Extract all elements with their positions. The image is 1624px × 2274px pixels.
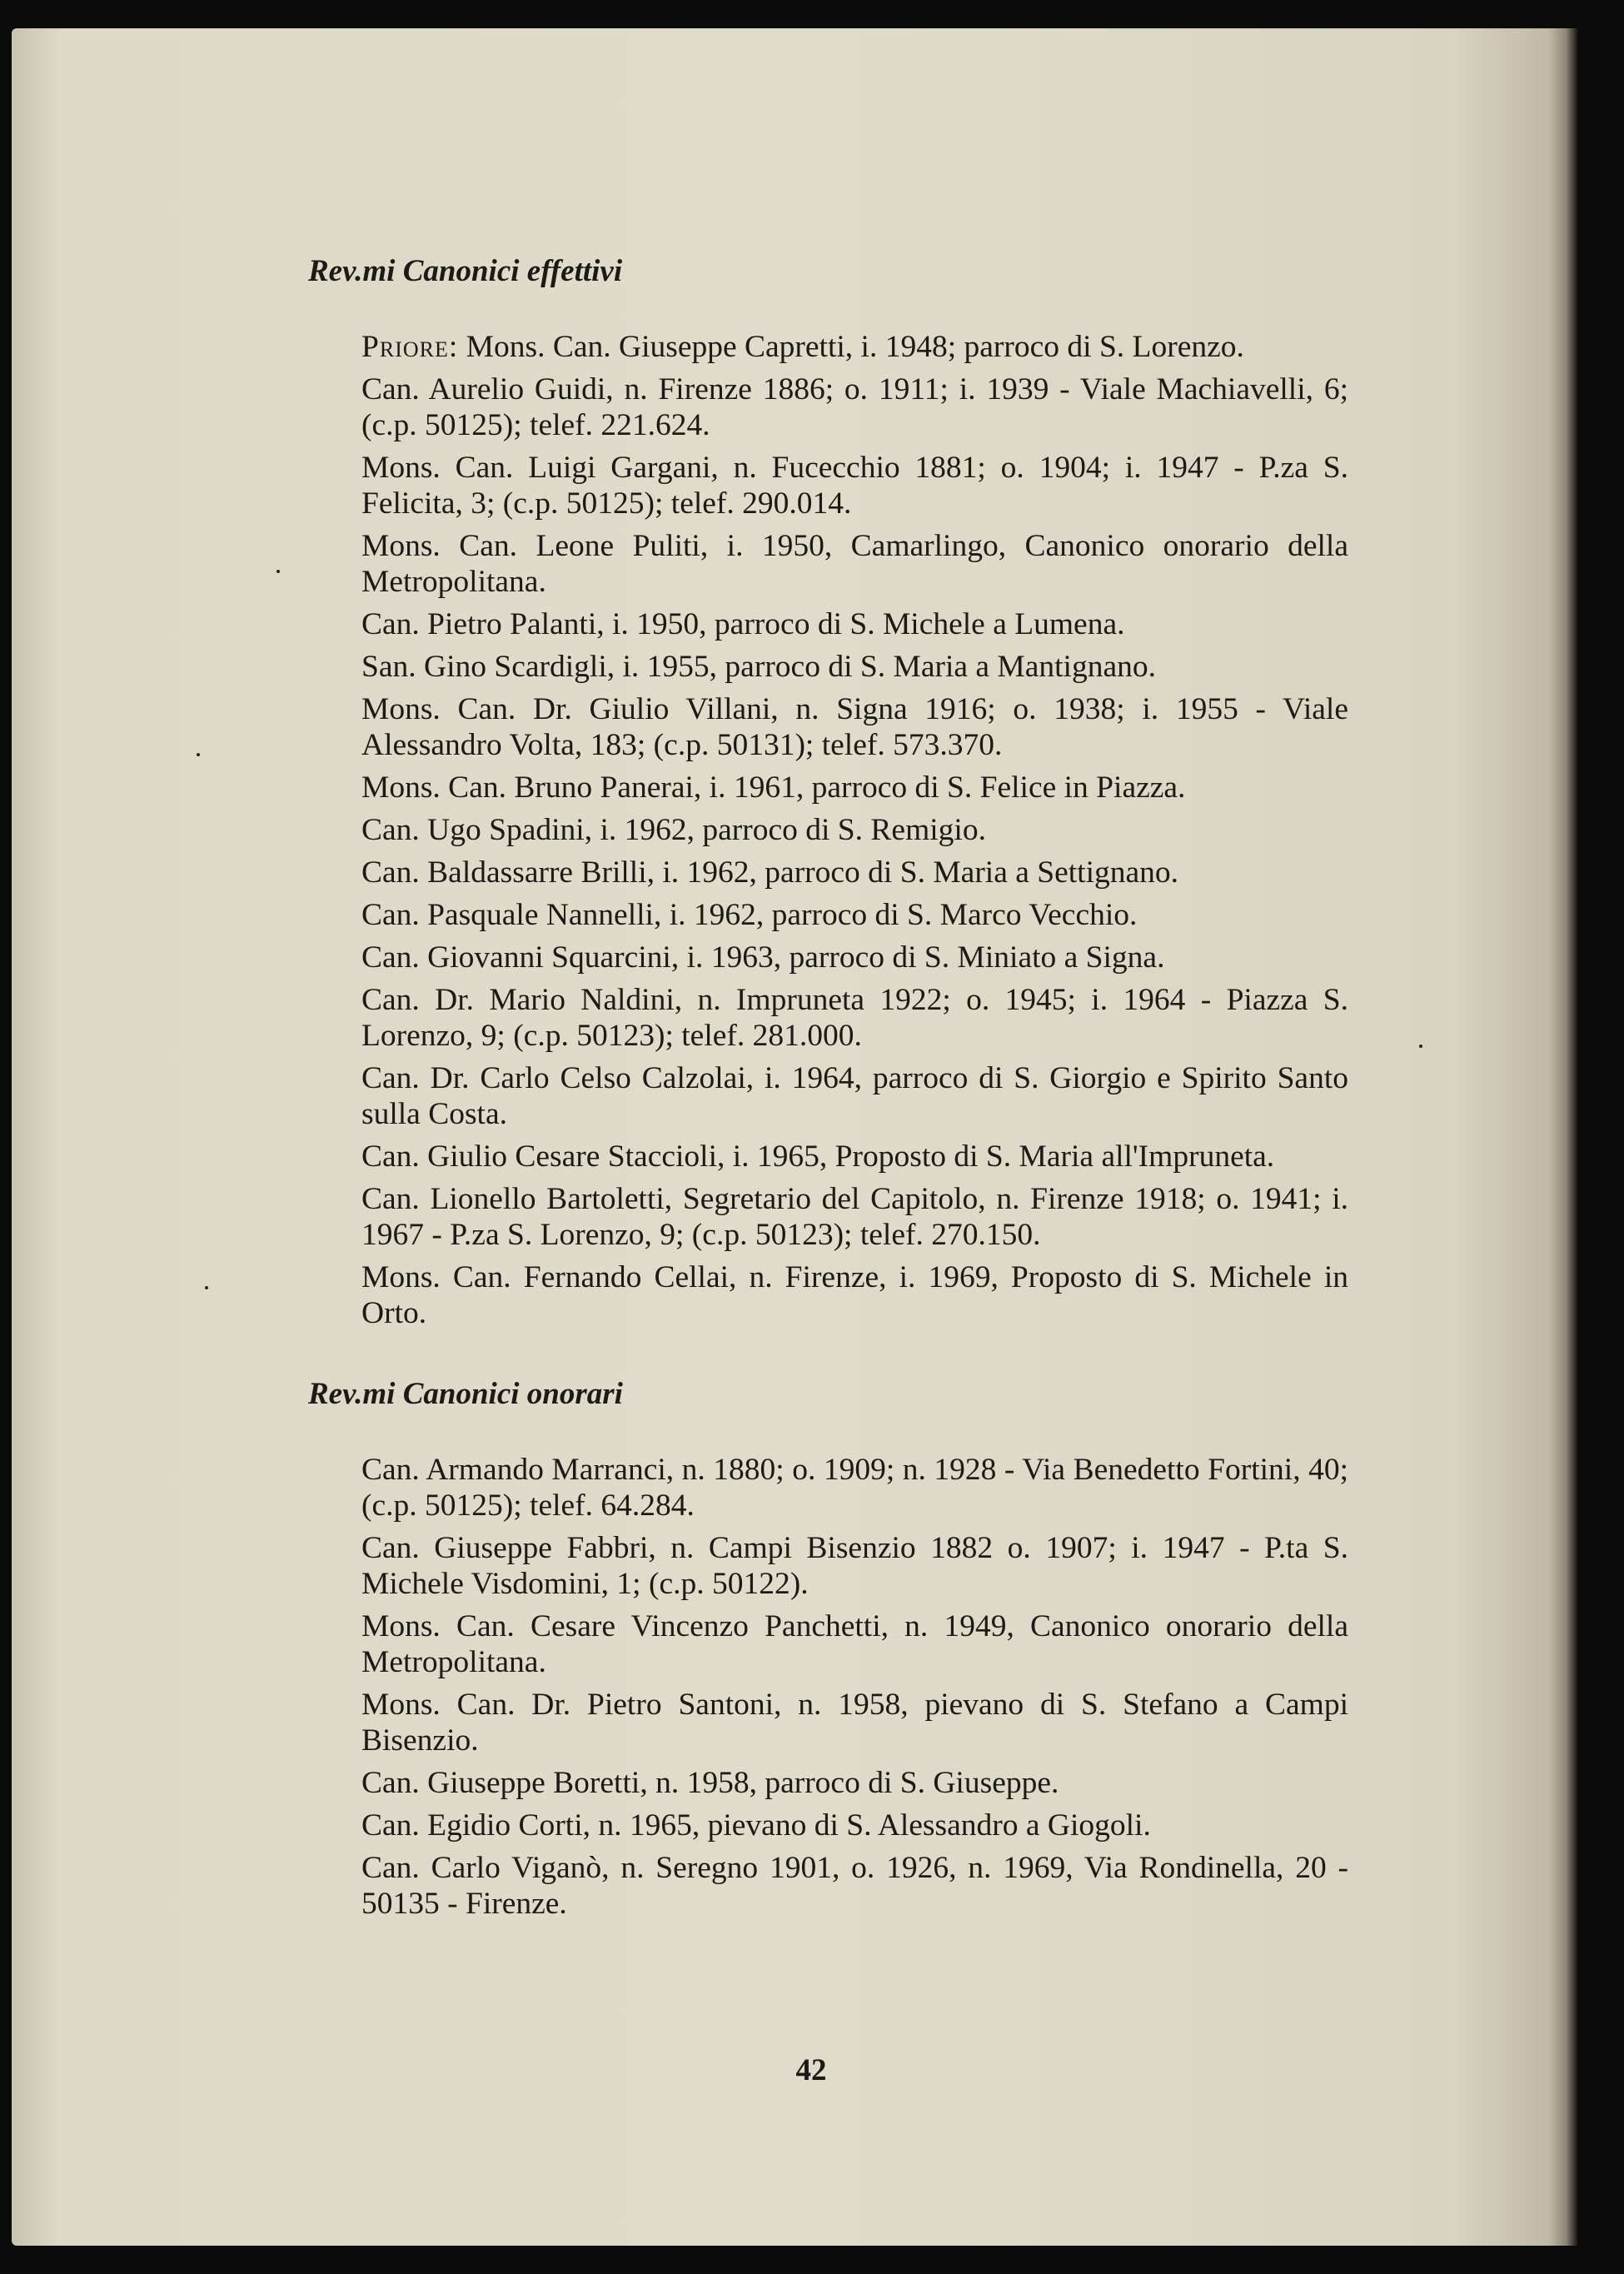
list-item: Mons. Can. Dr. Pietro Santoni, n. 1958, pievano di S. Stefano a Campi Bisenzio. <box>361 1688 1348 1758</box>
list-item: Can. Giuseppe Fabbri, n. Campi Bisenzio 1882 o. 1907; i. 1947 - P.ta S. Michele Visdomini, 1; (c.p. 50122). <box>361 1531 1348 1601</box>
list-item: Can. Baldassarre Brilli, i. 1962, parroco di S. Maria a Settignano. <box>361 855 1179 890</box>
entries-effettivi <box>296 329 1354 1331</box>
list-item: San. Gino Scardigli, i. 1955, parroco di S. Maria a Mantignano. <box>361 650 1156 684</box>
list-item: Priore: Mons. Can. Giuseppe Capretti, i. 1948; parroco di S. Lorenzo. <box>361 330 1244 364</box>
list-item: Can. Dr. Carlo Celso Calzolai, i. 1964, parroco di S. Giorgio e Spirito Santo sulla Costa. <box>361 1061 1348 1131</box>
section-heading-onorari: Rev.mi Canonici onorari <box>308 1377 623 1411</box>
page-gutter-shadow <box>1549 28 1577 2246</box>
priore-label: Priore: <box>361 330 459 364</box>
ink-speck <box>197 753 200 756</box>
list-item: Mons. Can. Luigi Gargani, n. Fucecchio 1881; o. 1904; i. 1947 - P.za S. Felicita, 3; (c.p. 50125); telef. 290.014. <box>361 451 1348 521</box>
list-item: Mons. Can. Dr. Giulio Villani, n. Signa 1916; o. 1938; i. 1955 - Viale Alessandro Volta, 183; (c.p. 50131); telef. 573.370. <box>361 692 1348 762</box>
list-item: Can. Ugo Spadini, i. 1962, parroco di S. Remigio. <box>361 813 986 847</box>
list-item: Can. Lionello Bartoletti, Segretario del Capitolo, n. Firenze 1918; o. 1941; i. 1967 - P.za S. Lorenzo, 9; (c.p. 50123); telef. 270.150. <box>361 1182 1348 1252</box>
page-number: 42 <box>795 2053 827 2087</box>
ink-speck <box>205 1286 208 1289</box>
list-item: Can. Pietro Palanti, i. 1950, parroco di S. Michele a Lumena. <box>361 607 1125 641</box>
list-item: Mons. Can. Fernando Cellai, n. Firenze, i. 1969, Proposto di S. Michele in Orto. <box>361 1260 1348 1330</box>
list-item: Can. Pasquale Nannelli, i. 1962, parroco di S. Marco Vecchio. <box>361 898 1138 932</box>
list-item: Mons. Can. Cesare Vincenzo Panchetti, n. 1949, Canonico onorario della Metropolitana. <box>361 1609 1348 1679</box>
list-item: Can. Egidio Corti, n. 1965, pievano di S. Alessandro a Giogoli. <box>361 1808 1151 1843</box>
section-heading-effettivi: Rev.mi Canonici effettivi <box>308 254 623 288</box>
list-item: Can. Giuseppe Boretti, n. 1958, parroco di S. Giuseppe. <box>361 1766 1059 1800</box>
list-item: Can. Giovanni Squarcini, i. 1963, parroco di S. Miniato a Signa. <box>361 940 1165 975</box>
list-item: Can. Giulio Cesare Staccioli, i. 1965, Proposto di S. Maria all'Impruneta. <box>361 1139 1275 1174</box>
page-content <box>296 253 1354 1928</box>
ink-speck <box>1419 1045 1422 1048</box>
list-item: Can. Aurelio Guidi, n. Firenze 1886; o. 1911; i. 1939 - Viale Machiavelli, 6; (c.p. 50125); telef. 221.624. <box>361 372 1348 442</box>
book-page <box>12 28 1577 2246</box>
list-item: Mons. Can. Leone Puliti, i. 1950, Camarlingo, Canonico onorario della Metropolitana. <box>361 529 1348 599</box>
list-item: Can. Armando Marranci, n. 1880; o. 1909; n. 1928 - Via Benedetto Fortini, 40; (c.p. 50125); telef. 64.284. <box>361 1453 1348 1523</box>
list-item: Can. Carlo Viganò, n. Seregno 1901, o. 1926, n. 1969, Via Rondinella, 20 - 50135 - Firenze. <box>361 1851 1348 1921</box>
entries-onorari <box>296 1452 1354 1922</box>
ink-speck <box>276 570 280 573</box>
list-item: Mons. Can. Bruno Panerai, i. 1961, parroco di S. Felice in Piazza. <box>361 770 1186 805</box>
list-item: Can. Dr. Mario Naldini, n. Impruneta 1922; o. 1945; i. 1964 - Piazza S. Lorenzo, 9; (c.p. 50123); telef. 281.000. <box>361 983 1348 1053</box>
